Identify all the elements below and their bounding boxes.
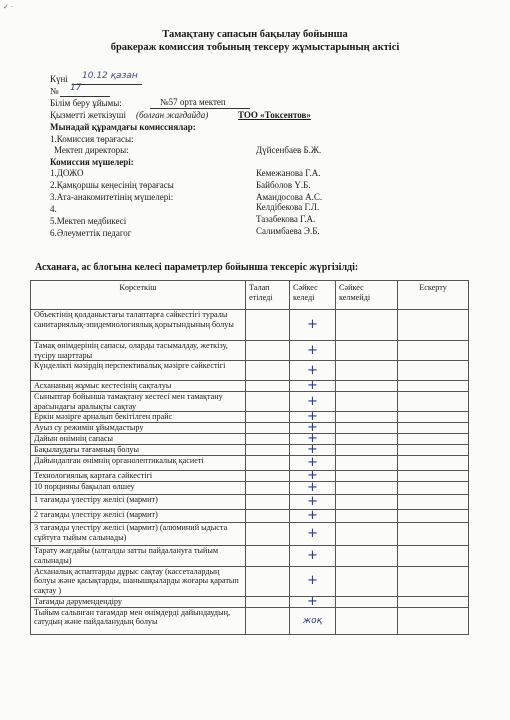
note-cell [398,456,469,471]
compliant-mark: + [290,471,336,482]
table-row [31,607,469,634]
note-cell [398,310,469,341]
table-row [31,456,469,471]
table-row [31,445,469,456]
noncompliant-cell [336,341,398,361]
number-underline [60,96,110,97]
column-header-required: Талап етіледі [246,281,290,310]
required-cell [246,495,290,510]
indicator-text: Дайын өнімнің сапасы [31,434,246,445]
column-header-indicator: Көрсеткіш [31,281,246,310]
compliant-mark: + [290,546,336,566]
director-name: Дүйсенбаев Б.Ж. [256,145,322,155]
compliant-mark: + [290,310,336,341]
required-cell [246,381,290,392]
indicator-text: Асханалық аспаптарды дұрыс сақтау (кассеталардың болуы және қасықтарды, шанышқыларды жоғары қаратып сақтау ) [31,566,246,596]
supplier-hint: (болған жағдайда) [136,110,209,120]
note-cell [398,471,469,482]
document-title-line1: Тамақтану сапасын бақылау бойынша [162,29,348,40]
corner-mark: ✓ · [3,3,13,11]
indicator-text: Тарату жағдайы (ылғалды затты пайдалануға тыйым салынады) [31,546,246,566]
table-row [31,510,469,523]
number-value: 17 [70,83,82,93]
table-row [31,596,469,607]
table-row [31,412,469,423]
indicator-text: 2 тағамды үлестіру желісі (мармит) [31,510,246,523]
compliant-mark: + [290,434,336,445]
director-label: Мектеп директоры: [54,145,129,155]
column-header-noncompliant: Сәйкес келмейді [336,281,398,310]
indicator-text: Бақылаудағы тағамның болуы [31,445,246,456]
member-role: 1.ДОЖО [50,168,84,178]
compliant-mark: + [290,361,336,381]
indicator-text: Объектінің қолданыстағы талаптарға сәйкестігі туралы санитариялық-эпидемиологиялық қорытындының болуы [31,310,246,341]
member-name: Кемежанова Г.А. [256,168,321,178]
note-cell [398,566,469,596]
note-cell [398,341,469,361]
date-underline [72,84,142,85]
noncompliant-cell [336,596,398,607]
required-cell [246,607,290,634]
compliant-mark: + [290,510,336,523]
member-role: 2.Қамқоршы кеңесінің төрағасы [50,180,174,190]
column-header-compliant: Сәйкес келеді [290,281,336,310]
number-label: № [50,86,59,96]
compliant-mark: + [290,482,336,495]
indicator-text: Тағамды дәрумендендіру [31,596,246,607]
indicator-text: Сыныптар бойынша тамақтану кестесі мен тамақтану арасындағы аралықты сақтау [31,392,246,412]
compliant-mark: + [290,423,336,434]
member-role: 6.Әлеуметтік педагог [50,228,132,238]
chair-label: 1.Комиссия төрағасы: [50,134,134,144]
indicator-text: Асхананың жұмыс кестесінің сақталуы [31,381,246,392]
note-cell [398,482,469,495]
noncompliant-cell [336,392,398,412]
compliant-mark: + [290,412,336,423]
member-name: Тазабекова Г.А. [256,214,316,224]
noncompliant-cell [336,495,398,510]
table-row [31,423,469,434]
noncompliant-cell [336,523,398,546]
required-cell [246,523,290,546]
noncompliant-cell [336,361,398,381]
indicator-text: Технологиялық картаға сәйкестігі [31,471,246,482]
compliant-mark: + [290,392,336,412]
noncompliant-cell [336,310,398,341]
members-label: Комиссия мүшелері: [50,157,134,167]
required-cell [246,434,290,445]
table-row [31,495,469,510]
inspection-table [30,280,469,635]
required-cell [246,510,290,523]
note-cell [398,495,469,510]
indicator-text: Күнделікті мәзірдің перспективалық мәзірге сәйкестігі [31,361,246,381]
note-cell [398,361,469,381]
compliant-mark: + [290,381,336,392]
required-cell [246,341,290,361]
table-row [31,341,469,361]
note-cell [398,607,469,634]
table-header-row [31,281,469,310]
noncompliant-cell [336,510,398,523]
member-name: Келдібекова Г.Л. [256,202,320,212]
table-row [31,361,469,381]
table-row [31,523,469,546]
table-row [31,471,469,482]
member-role: 4. [50,204,57,214]
required-cell [246,310,290,341]
compliant-mark: жоқ [290,607,336,634]
note-cell [398,423,469,434]
indicator-text: Ауыз су режимін ұйымдастыру [31,423,246,434]
supplier-label: Қызметті жеткізуші [50,110,126,120]
noncompliant-cell [336,412,398,423]
required-cell [246,596,290,607]
section-title: Асханаға, ас блогына келесі параметрлер бойынша тексеріс жүргізілді: [35,262,359,273]
compliant-mark: + [290,566,336,596]
noncompliant-cell [336,434,398,445]
noncompliant-cell [336,471,398,482]
required-cell [246,392,290,412]
noncompliant-cell [336,482,398,495]
required-cell [246,445,290,456]
date-label: Күні [50,74,68,84]
indicator-text: Дайындалған өнімнің органолептикалық қасиеті [31,456,246,471]
required-cell [246,546,290,566]
required-cell [246,471,290,482]
required-cell [246,423,290,434]
required-cell [246,566,290,596]
compliant-mark: + [290,456,336,471]
note-cell [398,510,469,523]
compliant-mark: + [290,596,336,607]
member-name: Салимбаева Э.Б. [256,226,320,236]
member-name: Амандосова А.С. [256,192,323,202]
noncompliant-cell [336,423,398,434]
member-role: 3.Ата-анакомитетінің мүшелері: [50,192,174,202]
compliant-mark: + [290,445,336,456]
required-cell [246,361,290,381]
indicator-text: 10 порцияны бақылап өлшеу [31,482,246,495]
compliant-mark: + [290,341,336,361]
note-cell [398,445,469,456]
indicator-text: Тыйым салынған тағамдар мен өнімдерді дайындаудың, сатудың және пайдаланудың болуы [31,607,246,634]
member-role: 5.Мектеп медбикесі [50,216,127,226]
composition-label: Мынадай құрамдағы комиссиялар: [50,122,196,132]
noncompliant-cell [336,381,398,392]
indicator-text: 1 тағамды үлестіру желісі (мармит) [31,495,246,510]
table-row [31,546,469,566]
table-row [31,434,469,445]
date-value: 10.12 қазан [82,71,138,81]
compliant-mark: + [290,523,336,546]
note-cell [398,596,469,607]
indicator-text: 3 тағамды үлестіру желісі (мармит) (алюминий ыдыста сұйтуға тыйым салынады) [31,523,246,546]
column-header-note: Ескерту [398,281,469,310]
school-underline [150,108,250,109]
required-cell [246,412,290,423]
noncompliant-cell [336,566,398,596]
noncompliant-cell [336,546,398,566]
required-cell [246,482,290,495]
supplier-value: ТОО «Токсентов» [238,110,311,120]
note-cell [398,546,469,566]
table-row [31,392,469,412]
note-cell [398,381,469,392]
table-row [31,310,469,341]
table-row [31,381,469,392]
member-name: Байболов Ү.Б. [256,180,311,190]
note-cell [398,523,469,546]
document-title-line2: бракераж комиссия тобының тексеру жұмыстарының актісі [110,42,400,53]
table-row [31,482,469,495]
indicator-text: Тамақ өнімдерінің сапасы, оларды тасымалдау, жеткізу, түсіру шарттары [31,341,246,361]
note-cell [398,434,469,445]
required-cell [246,456,290,471]
indicator-text: Еркін мәзірге арналып бекітілген прайс [31,412,246,423]
noncompliant-cell [336,456,398,471]
note-cell [398,412,469,423]
school-value: №57 орта мектеп [160,97,226,107]
noncompliant-cell [336,445,398,456]
school-label: Білім беру ұйымы: [50,98,122,108]
note-cell [398,392,469,412]
noncompliant-cell [336,607,398,634]
compliant-mark: + [290,495,336,510]
table-row [31,566,469,596]
